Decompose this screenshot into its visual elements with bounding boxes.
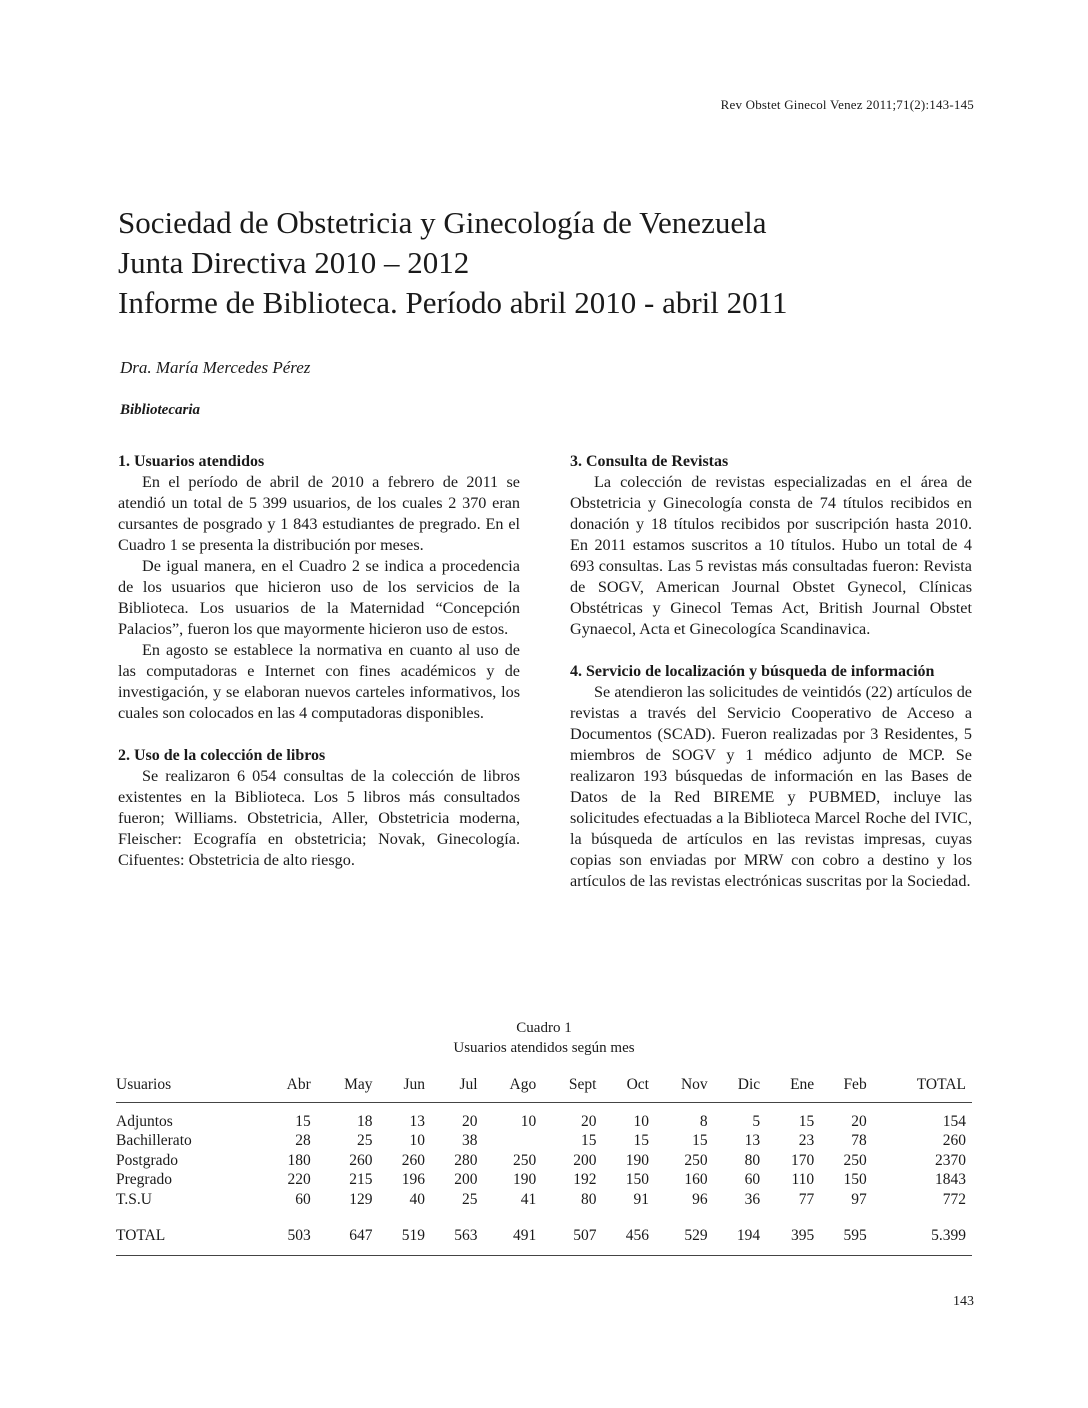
table-cell: 190 [512, 1171, 537, 1189]
header-cell: Ago [484, 1070, 543, 1103]
right-column [570, 451, 972, 892]
total-cell: 563 [431, 1210, 484, 1256]
header-cell: Dic [714, 1070, 767, 1103]
table-cell: 80 [744, 1151, 761, 1169]
header-cell: Jul [431, 1070, 484, 1103]
running-head: Rev Obstet Ginecol Venez 2011;71(2):143-145 [720, 97, 974, 112]
header-cell: Ene [766, 1070, 820, 1103]
table-cell: 18 [357, 1112, 373, 1130]
table-cell: 20 [580, 1112, 597, 1130]
table-total-row [116, 1210, 972, 1256]
table-cell: 192 [573, 1171, 597, 1189]
table-row [116, 1132, 972, 1152]
table-cell: 38 [462, 1132, 478, 1150]
author-role: Bibliotecaria [120, 402, 200, 418]
table-cell: 220 [287, 1171, 311, 1189]
table-cell: 170 [790, 1151, 815, 1169]
table-cell: 96 [692, 1190, 708, 1208]
total-cell: 456 [602, 1210, 655, 1256]
table-cell: 154 [942, 1112, 966, 1130]
section-heading: 2. Uso de la colección de libros [118, 747, 326, 764]
table-cell: 25 [462, 1190, 478, 1208]
table-cell: 25 [357, 1132, 373, 1150]
section-servicio-localizacion [570, 661, 972, 892]
table-cell: 40 [409, 1190, 426, 1208]
total-cell: 529 [655, 1210, 714, 1256]
table-row [116, 1190, 972, 1210]
header-cell: Abr [263, 1070, 317, 1103]
article-title [118, 203, 787, 323]
total-cell: 503 [263, 1210, 317, 1256]
table-cell: 78 [851, 1132, 867, 1150]
total-cell: 491 [484, 1210, 543, 1256]
table-cell: 160 [684, 1171, 708, 1189]
header-cell: Nov [655, 1070, 714, 1103]
table-cell: 260 [942, 1132, 966, 1150]
table-cell: 28 [295, 1132, 311, 1150]
table-cell: 110 [791, 1171, 815, 1189]
total-cell: 595 [820, 1210, 873, 1256]
row-label: T.S.U [116, 1190, 152, 1208]
table-cell: 97 [851, 1190, 867, 1208]
table-cell: 36 [744, 1190, 761, 1208]
table-header-row [116, 1070, 972, 1103]
section-heading: 4. Servicio de localización y búsqueda de información [570, 663, 935, 680]
row-label: Bachillerato [116, 1132, 192, 1150]
table-cell: 10 [520, 1112, 537, 1130]
table-cell: 41 [520, 1190, 537, 1208]
table-cell: 91 [633, 1190, 649, 1208]
table-cell: 180 [287, 1151, 311, 1169]
table-cell: 260 [401, 1151, 426, 1169]
row-label: Postgrado [116, 1151, 178, 1169]
header-cell: TOTAL [873, 1070, 972, 1103]
row-label: TOTAL [116, 1210, 263, 1256]
table-cell: 260 [349, 1151, 373, 1169]
row-label: Adjuntos [116, 1112, 173, 1130]
total-cell: 519 [379, 1210, 432, 1256]
table-cell: 250 [684, 1151, 708, 1169]
table-cell: 23 [798, 1132, 815, 1150]
table-cell: 772 [942, 1190, 966, 1208]
table-cell: 200 [573, 1151, 597, 1169]
section-heading: 1. Usuarios atendidos [118, 453, 265, 470]
table-cell: 20 [462, 1112, 478, 1130]
title-line-1: Sociedad de Obstetricia y Ginecología de Venezuela [118, 205, 767, 240]
table-cell: 200 [454, 1171, 478, 1189]
header-cell: Feb [820, 1070, 873, 1103]
header-cell: May [317, 1070, 379, 1103]
table-cell: 60 [744, 1171, 761, 1189]
table-cell: 5 [752, 1112, 761, 1130]
page-number: 143 [953, 1294, 974, 1309]
table-cell: 13 [409, 1112, 426, 1130]
row-label: Pregrado [116, 1171, 172, 1189]
section-consulta-revistas [570, 451, 972, 640]
total-cell: 194 [714, 1210, 767, 1256]
table-row [116, 1171, 972, 1191]
author-name: Dra. María Mercedes Pérez [120, 358, 311, 377]
section-uso-coleccion-libros [118, 745, 520, 871]
table-cell: 15 [692, 1132, 708, 1150]
title-line-3: Informe de Biblioteca. Período abril 2010 - abril 2011 [118, 285, 788, 320]
table-cell: 15 [295, 1112, 311, 1130]
table-cell: 190 [625, 1151, 649, 1169]
header-cell: Sept [542, 1070, 602, 1103]
table-cell: 129 [349, 1190, 373, 1208]
table-cell: 196 [401, 1171, 426, 1189]
table-number: Cuadro 1 [516, 1020, 572, 1036]
header-cell: Usuarios [116, 1070, 263, 1103]
table-cell: 10 [633, 1112, 649, 1130]
left-column [118, 451, 520, 871]
table-cell: 280 [454, 1151, 478, 1169]
total-cell: 507 [542, 1210, 602, 1256]
section-paragraph: Se atendieron las solicitudes de veintidós (22) artículos de revistas a través del Servicio Cooperativo de Acceso a Documentos (SCAD). Fueron realizadas por 3 Residentes, 5 miembros de SOGV y 1 médico adjunto de MCP. Se realizaron 193 búsquedas de información en las Bases de Datos de la Red BIREME y PUBMED, incluye las solicitudes efectuadas a la Biblioteca Marcel Roche del IVIC, la búsqueda de artículos en las revistas impresas, cuyas copias son enviadas por MRW con cobro a destino y los artículos de las revistas electrónicas suscritas por la Sociedad. [570, 683, 972, 890]
table-cell: 13 [744, 1132, 761, 1150]
usuarios-por-mes-table [116, 1070, 972, 1256]
section-paragraph: La colección de revistas especializadas en el área de Obstetricia y Ginecología consta de 74 títulos recibidos en donación y 18 títulos recibidos por suscripción hasta 2010. En 2011 estamos suscritos a 10 títulos. Hubo un total de 4 693 consultas. Las 5 revistas más consultadas fueron: Revista de SOGV, American Journal Obstet Gynecol, Clínicas Obstétricas y Ginecol Temas Act, British Journal Obstet Gynaecol, Acta et Ginecologíca Scandinavica. [570, 473, 972, 638]
table-row [116, 1151, 972, 1171]
table-cell: 77 [798, 1190, 815, 1208]
table-row [116, 1103, 972, 1132]
table-cell: 15 [798, 1112, 815, 1130]
total-cell: 5.399 [873, 1210, 972, 1256]
table-cell: 15 [633, 1132, 649, 1150]
table-cell: 8 [699, 1112, 708, 1130]
table-cell [484, 1132, 543, 1152]
header-cell: Jun [379, 1070, 432, 1103]
section-paragraph: En agosto se establece la normativa en cuanto al uso de las computadoras e Internet con fines académicos y de investigación, y se elaboran nuevos carteles informativos, los cuales son colocados en las 4 computadoras disponibles. [118, 641, 520, 722]
table-cell: 150 [843, 1171, 867, 1189]
section-heading: 3. Consulta de Revistas [570, 453, 729, 470]
table-cell: 250 [843, 1151, 867, 1169]
table-cell: 2370 [935, 1151, 966, 1169]
section-paragraph: En el período de abril de 2010 a febrero de 2011 se atendió un total de 5 399 usuarios, de los cuales 2 370 eran cursantes de posgrado y 1 843 estudiantes de pregrado. En el Cuadro 1 se presenta la distribución por meses. [118, 473, 520, 554]
table-cell: 150 [625, 1171, 649, 1189]
section-paragraph: De igual manera, en el Cuadro 2 se indica a procedencia de los usuarios que hicieron uso de los servicios de la Biblioteca. Los usuarios de la Maternidad “Concepción Palacios”, fueron los que mayormente hicieron uso de estos. [118, 557, 520, 638]
table-cell: 80 [580, 1190, 597, 1208]
total-cell: 395 [766, 1210, 820, 1256]
table-cell: 10 [409, 1132, 426, 1150]
table-caption [116, 1018, 972, 1058]
table-cell: 250 [512, 1151, 537, 1169]
total-cell: 647 [317, 1210, 379, 1256]
table-cell: 1843 [935, 1171, 966, 1189]
section-usuarios-atendidos [118, 451, 520, 724]
table-title: Usuarios atendidos según mes [453, 1040, 635, 1056]
title-line-2: Junta Directiva 2010 – 2012 [118, 245, 470, 280]
section-paragraph: Se realizaron 6 054 consultas de la colección de libros existentes en la Biblioteca. Los 5 libros más consultados fueron; Williams. Obstetricia, Aller, Obstetricia moderna, Fleischer: Ecografía en obstetricia; Novak, Ginecología. Cifuentes: Obstetricia de alto riesgo. [118, 767, 520, 869]
table-cell: 15 [580, 1132, 597, 1150]
table-cell: 60 [295, 1190, 311, 1208]
header-cell: Oct [602, 1070, 655, 1103]
table-cell: 20 [851, 1112, 867, 1130]
table-cell: 215 [349, 1171, 373, 1189]
